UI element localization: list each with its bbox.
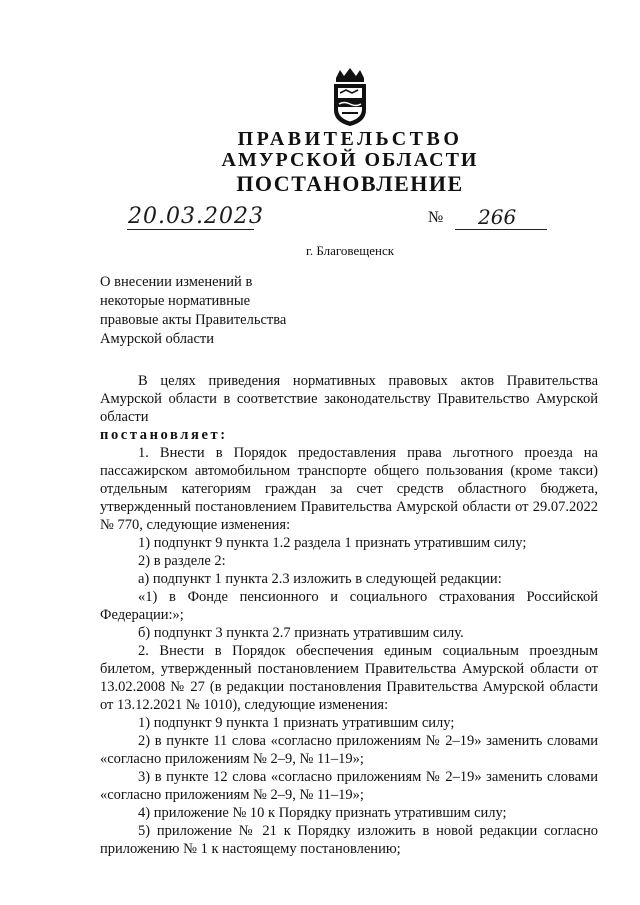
paragraph-2-item-2: 2) в пункте 11 слова «согласно приложениям № 2–19» заменить словами «согласно приложениям № 2–9, № 11–19»;	[100, 733, 598, 767]
subject-line: О внесении изменений в	[100, 274, 253, 290]
paragraph-1: 1. Внести в Порядок предоставления права льготного проезда на пассажирском автомобильном транспорте общего пользования (кроме такси) отдельным категориям граждан за счет средств областного бюджета, утвержденный постановлением Правительства Амурской области от 29.07.2022 № 770, следующие изменения:	[100, 445, 598, 533]
number-sign: №	[428, 209, 444, 226]
subject-line: некоторые нормативные	[100, 293, 251, 309]
date-underline	[127, 229, 254, 230]
number-underline	[455, 229, 547, 230]
document-date: 20.03.2023	[128, 204, 264, 229]
coat-of-arms-icon	[326, 66, 374, 128]
paragraph-2-item-3: 3) в пункте 12 слова «согласно приложениям № 2–19» заменить словами «согласно приложениям № 2–9, № 11–19»;	[100, 769, 598, 803]
paragraph-1-item-2: 2) в разделе 2:	[138, 553, 226, 569]
paragraph-2-item-1: 1) подпункт 9 пункта 1 признать утратившим силу;	[138, 715, 455, 731]
paragraph-2-item-4: 4) приложение № 10 к Порядку признать утратившим силу;	[138, 805, 507, 821]
preamble-paragraph: В целях приведения нормативных правовых актов Правительства Амурской области в соответствие законодательству Правительство Амурской области	[100, 373, 598, 425]
document-subject	[100, 273, 320, 349]
document-number: 266	[478, 205, 517, 229]
paragraph-1-item-2b: б) подпункт 3 пункта 2.7 признать утратившим силу.	[138, 625, 464, 641]
city-of-issue: г. Благовещенск	[305, 243, 395, 258]
document-body	[100, 372, 598, 858]
paragraph-1-item-2a: а) подпункт 1 пункта 2.3 изложить в следующей редакции:	[138, 571, 502, 587]
paragraph-1-item-1: 1) подпункт 9 пункта 1.2 раздела 1 признать утратившим силу;	[138, 535, 527, 551]
subject-line: правовые акты Правительства	[100, 312, 287, 328]
paragraph-2-item-5: 5) приложение № 21 к Порядку изложить в новой редакции согласно приложению № 1 к настоящему постановлению;	[100, 823, 598, 857]
government-name-line1: ПРАВИТЕЛЬСТВО	[237, 128, 463, 150]
paragraph-2: 2. Внести в Порядок обеспечения единым социальным проездным билетом, утвержденный постановлением Правительства Амурской области от 13.02.2008 № 27 (в редакции постановления Правительства Амурской области от 13.12.2021 № 1010), следующие изменения:	[100, 643, 598, 713]
paragraph-1-item-2a-quote: «1) в Фонде пенсионного и социального страхования Российской Федерации:»;	[100, 589, 598, 623]
subject-line: Амурской области	[100, 331, 214, 347]
resolves-word: постановляет:	[100, 427, 228, 443]
document-type-title: ПОСТАНОВЛЕНИЕ	[236, 171, 464, 196]
government-name-line2: АМУРСКОЙ ОБЛАСТИ	[221, 149, 479, 171]
